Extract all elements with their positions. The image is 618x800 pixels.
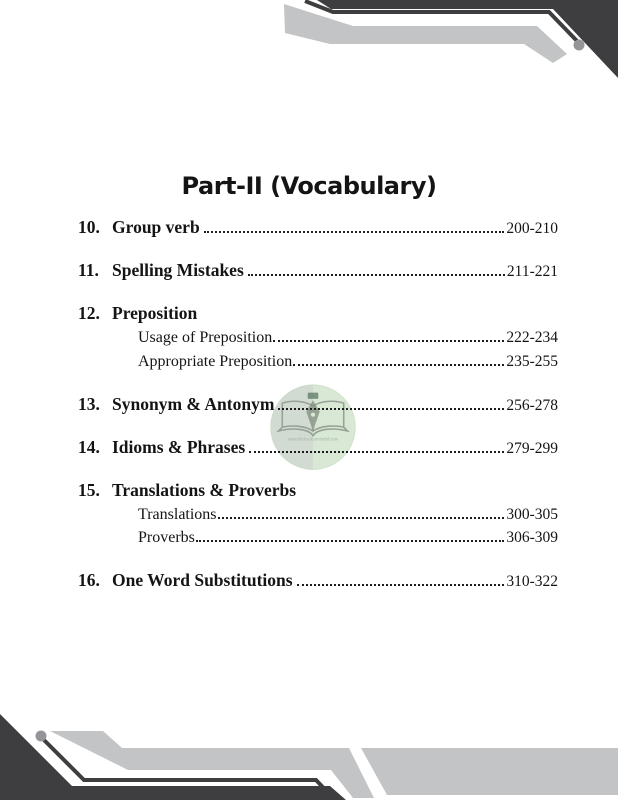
- toc-title: Appropriate Preposition: [138, 352, 293, 370]
- decor-dot: [574, 40, 585, 51]
- toc-dot-leader: [248, 273, 505, 276]
- toc-dot-leader: [218, 516, 505, 519]
- toc-row: [78, 569, 558, 592]
- toc-number: 15.: [78, 479, 100, 500]
- toc-row: [78, 259, 558, 282]
- toc-title: Idioms & Phrases: [112, 436, 246, 457]
- toc-pages: 300-305: [506, 505, 558, 523]
- toc-number: 10.: [78, 217, 100, 237]
- section-title: Part-II (Vocabulary): [181, 172, 437, 200]
- toc-title: Proverbs: [138, 529, 195, 547]
- toc-dot-leader: [249, 450, 504, 453]
- toc-row: [78, 393, 558, 416]
- toc-pages: 200-210: [506, 220, 558, 237]
- toc-pages: 306-309: [506, 529, 558, 547]
- toc-row: [78, 528, 558, 549]
- toc-row: [78, 505, 558, 526]
- toc-pages: 310-322: [506, 573, 558, 591]
- top-corner-decoration: [0, 0, 618, 95]
- toc-title: Translations & Proverbs: [112, 479, 297, 500]
- toc-list: [78, 216, 558, 592]
- toc-row: [78, 216, 558, 239]
- toc-row: [78, 436, 558, 459]
- toc-number: 11.: [78, 260, 99, 281]
- toc-pages: 222-234: [506, 329, 558, 347]
- bottom-corner-decoration: [0, 700, 618, 800]
- decor-dot: [36, 731, 47, 742]
- watermark-url: www.thebookcenterbd.com: [287, 436, 339, 442]
- toc-title: Group verb: [112, 217, 200, 237]
- toc-dot-leader: [204, 230, 505, 233]
- toc-title: Preposition: [112, 303, 198, 324]
- toc-number: 13.: [78, 393, 100, 414]
- toc-number: 12.: [78, 303, 100, 324]
- toc-title: Synonym & Antonym: [112, 393, 275, 414]
- toc-pages: 211-221: [506, 263, 558, 281]
- toc-pages: 279-299: [506, 439, 558, 457]
- toc-pages: 235-255: [506, 352, 558, 370]
- toc-row: [78, 352, 558, 373]
- toc-number: 14.: [78, 436, 100, 457]
- toc-title: One Word Substitutions: [112, 570, 293, 591]
- toc-pages: 256-278: [506, 396, 558, 414]
- toc-number: 16.: [78, 570, 100, 591]
- toc-dot-leader: [297, 583, 505, 586]
- toc-title: Usage of Preposition: [138, 329, 273, 347]
- toc-title: Spelling Mistakes: [112, 260, 244, 281]
- toc-title: Translations: [138, 505, 217, 523]
- toc-dot-leader: [196, 539, 504, 542]
- toc-row: [78, 302, 558, 325]
- toc-dot-leader: [273, 339, 504, 342]
- toc-row: [78, 479, 558, 502]
- decor-gray-block: [361, 748, 618, 795]
- toc-dot-leader: [278, 407, 504, 410]
- toc-dot-leader: [293, 363, 504, 366]
- toc-row: [78, 328, 558, 349]
